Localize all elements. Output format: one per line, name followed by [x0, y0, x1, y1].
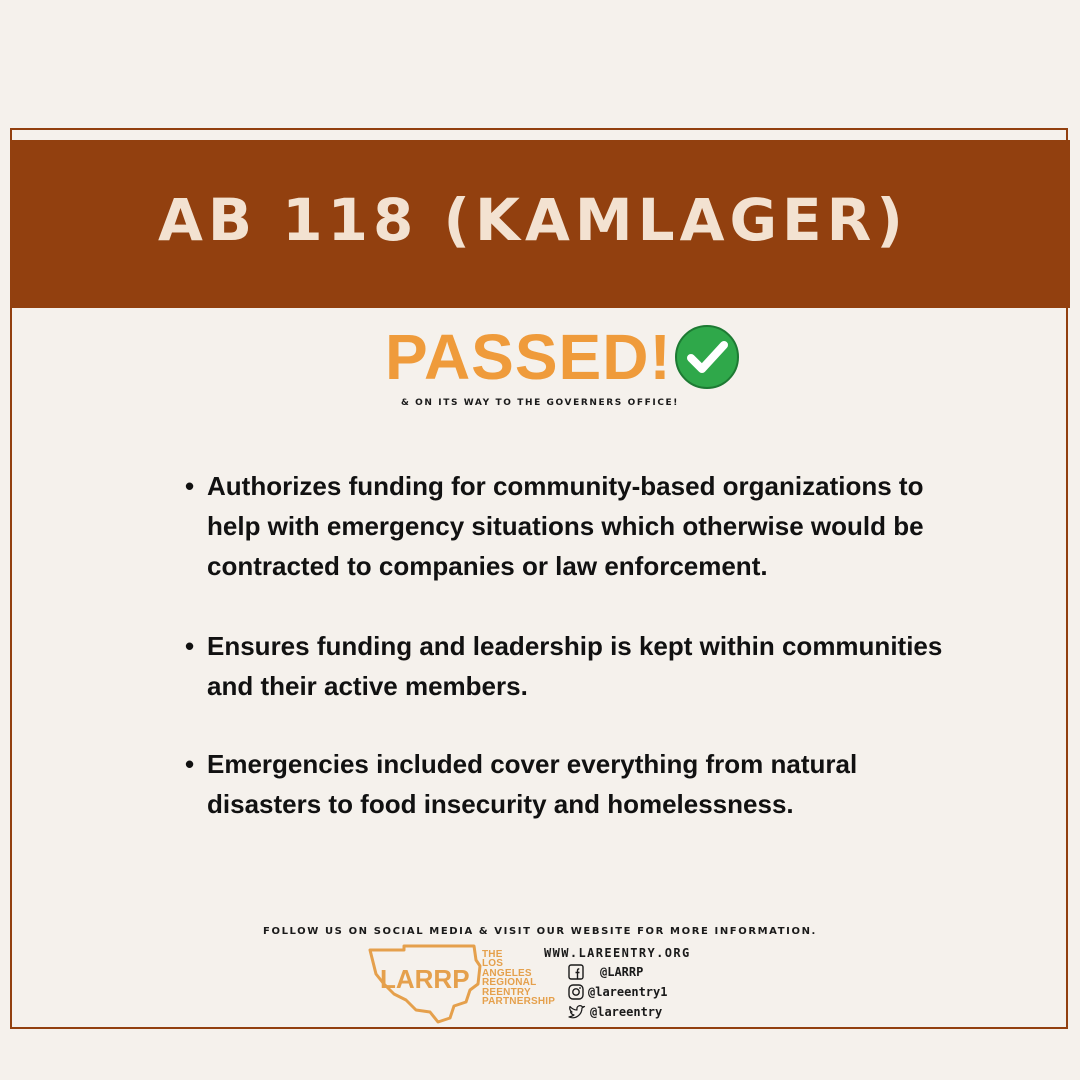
facebook-icon	[568, 964, 584, 980]
page-title: AB 118 (KAMLAGER)	[158, 186, 908, 254]
logo-text: THE LOS ANGELES REGIONAL REENTRY PARTNERSHIP	[482, 949, 556, 1008]
list-item: • Authorizes funding for community-based organizations to help with emergency situations which otherwise would be contracted to companies or law enforcement.	[185, 466, 965, 586]
twitter-link[interactable]	[568, 1004, 662, 1020]
larrp-logo	[366, 944, 484, 1024]
list-item: • Emergencies included cover everything from natural disasters to food insecurity and homelessness.	[185, 744, 965, 824]
twitter-handle: @lareentry	[590, 1005, 663, 1019]
instagram-link[interactable]	[568, 984, 667, 1000]
facebook-handle: @LARRP	[600, 965, 644, 979]
status-subtitle: & ON ITS WAY TO THE GOVERNERS OFFICE!	[401, 398, 679, 408]
passed-label: PASSED!	[385, 321, 672, 393]
twitter-icon	[568, 1004, 586, 1020]
bullet-list	[185, 466, 965, 824]
website-link[interactable]: WWW.LAREENTRY.ORG	[544, 946, 691, 960]
facebook-link[interactable]	[568, 964, 643, 980]
instagram-handle: @lareentry1	[588, 985, 668, 999]
instagram-icon	[568, 984, 584, 1000]
check-icon	[674, 324, 740, 390]
follow-notice: FOLLOW US ON SOCIAL MEDIA & VISIT OUR WEBSITE FOR MORE INFORMATION.	[263, 926, 817, 937]
logo-mark: LARRP	[380, 964, 470, 994]
list-item: • Ensures funding and leadership is kept within communities and their active members.	[185, 626, 965, 706]
status-row	[385, 320, 740, 394]
